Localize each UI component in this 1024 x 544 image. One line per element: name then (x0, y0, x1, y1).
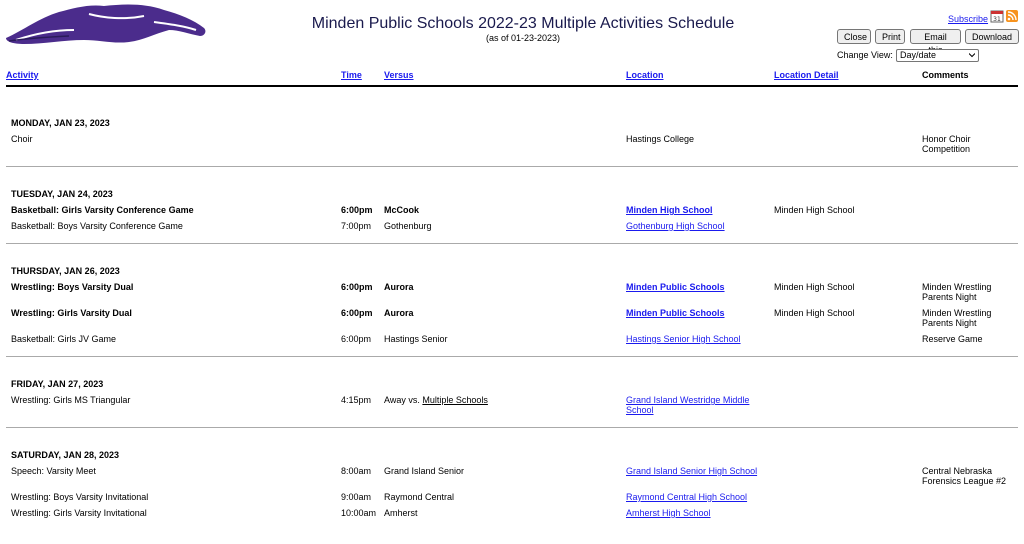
day-separator (6, 427, 1018, 428)
event-comments: Honor Choir Competition (922, 134, 971, 154)
event-versus: Grand Island Senior (384, 466, 465, 476)
event-time: 7:00pm (341, 221, 372, 231)
event-location-link[interactable]: Raymond Central High School (626, 492, 748, 502)
event-versus: Amherst (384, 508, 418, 518)
event-activity: Wrestling: Girls Varsity Invitational (11, 508, 147, 518)
event-time: 6:00pm (341, 205, 373, 215)
event-versus: Aurora (384, 282, 414, 292)
event-location-detail: Minden High School (774, 205, 855, 215)
event-versus: Raymond Central (384, 492, 455, 502)
col-time[interactable]: Time (341, 70, 362, 80)
multiple-schools-link[interactable]: Multiple Schools (422, 395, 488, 405)
calendar-icon[interactable] (990, 9, 1004, 23)
event-comments: Minden Wrestling Parents Night (922, 308, 992, 328)
event-location-link[interactable]: Amherst High School (626, 508, 711, 518)
page-title: Minden Public Schools 2022-23 Multiple Activities Schedule (311, 15, 735, 32)
event-activity: Wrestling: Girls Varsity Dual (11, 308, 132, 318)
event-time: 8:00am (341, 466, 372, 476)
change-view-value: Day/date (900, 50, 937, 60)
day-heading: FRIDAY, JAN 27, 2023 (11, 379, 104, 389)
event-time: 9:00am (341, 492, 372, 502)
event-versus: Hastings Senior (384, 334, 448, 344)
email-button[interactable]: Email (910, 29, 961, 44)
col-activity[interactable]: Activity (6, 70, 39, 80)
event-activity: Choir (11, 134, 33, 144)
header-rule (6, 85, 1018, 87)
chevron-down-icon (969, 52, 975, 58)
event-location-link[interactable]: Grand Island Westridge Middle School (626, 395, 750, 415)
col-versus[interactable]: Versus (384, 70, 414, 80)
event-time: 4:15pm (341, 395, 372, 405)
event-location-link[interactable]: Minden High School (626, 205, 713, 215)
event-activity: Wrestling: Girls MS Triangular (11, 395, 131, 405)
subscribe-link[interactable]: Subscribe (948, 14, 989, 24)
event-versus (384, 395, 614, 405)
event-versus: Aurora (384, 308, 414, 318)
svg-text:31: 31 (993, 16, 1001, 23)
rss-icon[interactable] (1006, 10, 1018, 22)
event-location-link[interactable]: Gothenburg High School (626, 221, 725, 231)
event-time: 10:00am (341, 508, 377, 518)
event-activity: Wrestling: Boys Varsity Invitational (11, 492, 149, 502)
day-separator (6, 356, 1018, 357)
event-activity: Speech: Varsity Meet (11, 466, 96, 476)
event-versus: Gothenburg (384, 221, 432, 231)
event-comments: Central Nebraska Forensics League #2 (922, 466, 1007, 486)
event-activity: Basketball: Boys Varsity Conference Game (11, 221, 183, 231)
event-location-link[interactable]: Minden Public Schools (626, 282, 725, 292)
event-location-detail: Minden High School (774, 282, 855, 292)
day-heading: MONDAY, JAN 23, 2023 (11, 118, 110, 128)
col-location[interactable]: Location (626, 70, 664, 80)
col-location-detail[interactable]: Location Detail (774, 70, 839, 80)
event-comments: Minden Wrestling Parents Night (922, 282, 992, 302)
page-subtitle: (as of 01-23-2023) (485, 33, 561, 43)
day-heading: SATURDAY, JAN 28, 2023 (11, 450, 120, 460)
day-heading: TUESDAY, JAN 24, 2023 (11, 189, 113, 199)
event-location: Hastings College (626, 134, 695, 144)
event-comments: Reserve Game (922, 334, 983, 344)
event-versus: McCook (384, 205, 420, 215)
print-button[interactable]: Print (875, 29, 905, 44)
event-location-link[interactable]: Hastings Senior High School (626, 334, 741, 344)
versus-prefix: Away vs. (384, 395, 420, 405)
day-separator (6, 243, 1018, 244)
school-logo (4, 0, 209, 46)
event-time: 6:00pm (341, 308, 373, 318)
day-heading: THURSDAY, JAN 26, 2023 (11, 266, 120, 276)
event-time: 6:00pm (341, 334, 372, 344)
event-activity: Wrestling: Boys Varsity Dual (11, 282, 134, 292)
event-activity: Basketball: Girls Varsity Conference Game (11, 205, 194, 215)
change-view-label: Change View: (837, 50, 893, 60)
download-button[interactable]: Download (965, 29, 1019, 44)
event-location-link[interactable]: Grand Island Senior High School (626, 466, 758, 476)
event-location-link[interactable]: Minden Public Schools (626, 308, 725, 318)
event-location-detail: Minden High School (774, 308, 855, 318)
col-comments: Comments (922, 70, 969, 80)
close-button[interactable]: Close (837, 29, 871, 44)
event-activity: Basketball: Girls JV Game (11, 334, 117, 344)
change-view-select[interactable] (896, 49, 979, 62)
event-time: 6:00pm (341, 282, 373, 292)
day-separator (6, 166, 1018, 167)
